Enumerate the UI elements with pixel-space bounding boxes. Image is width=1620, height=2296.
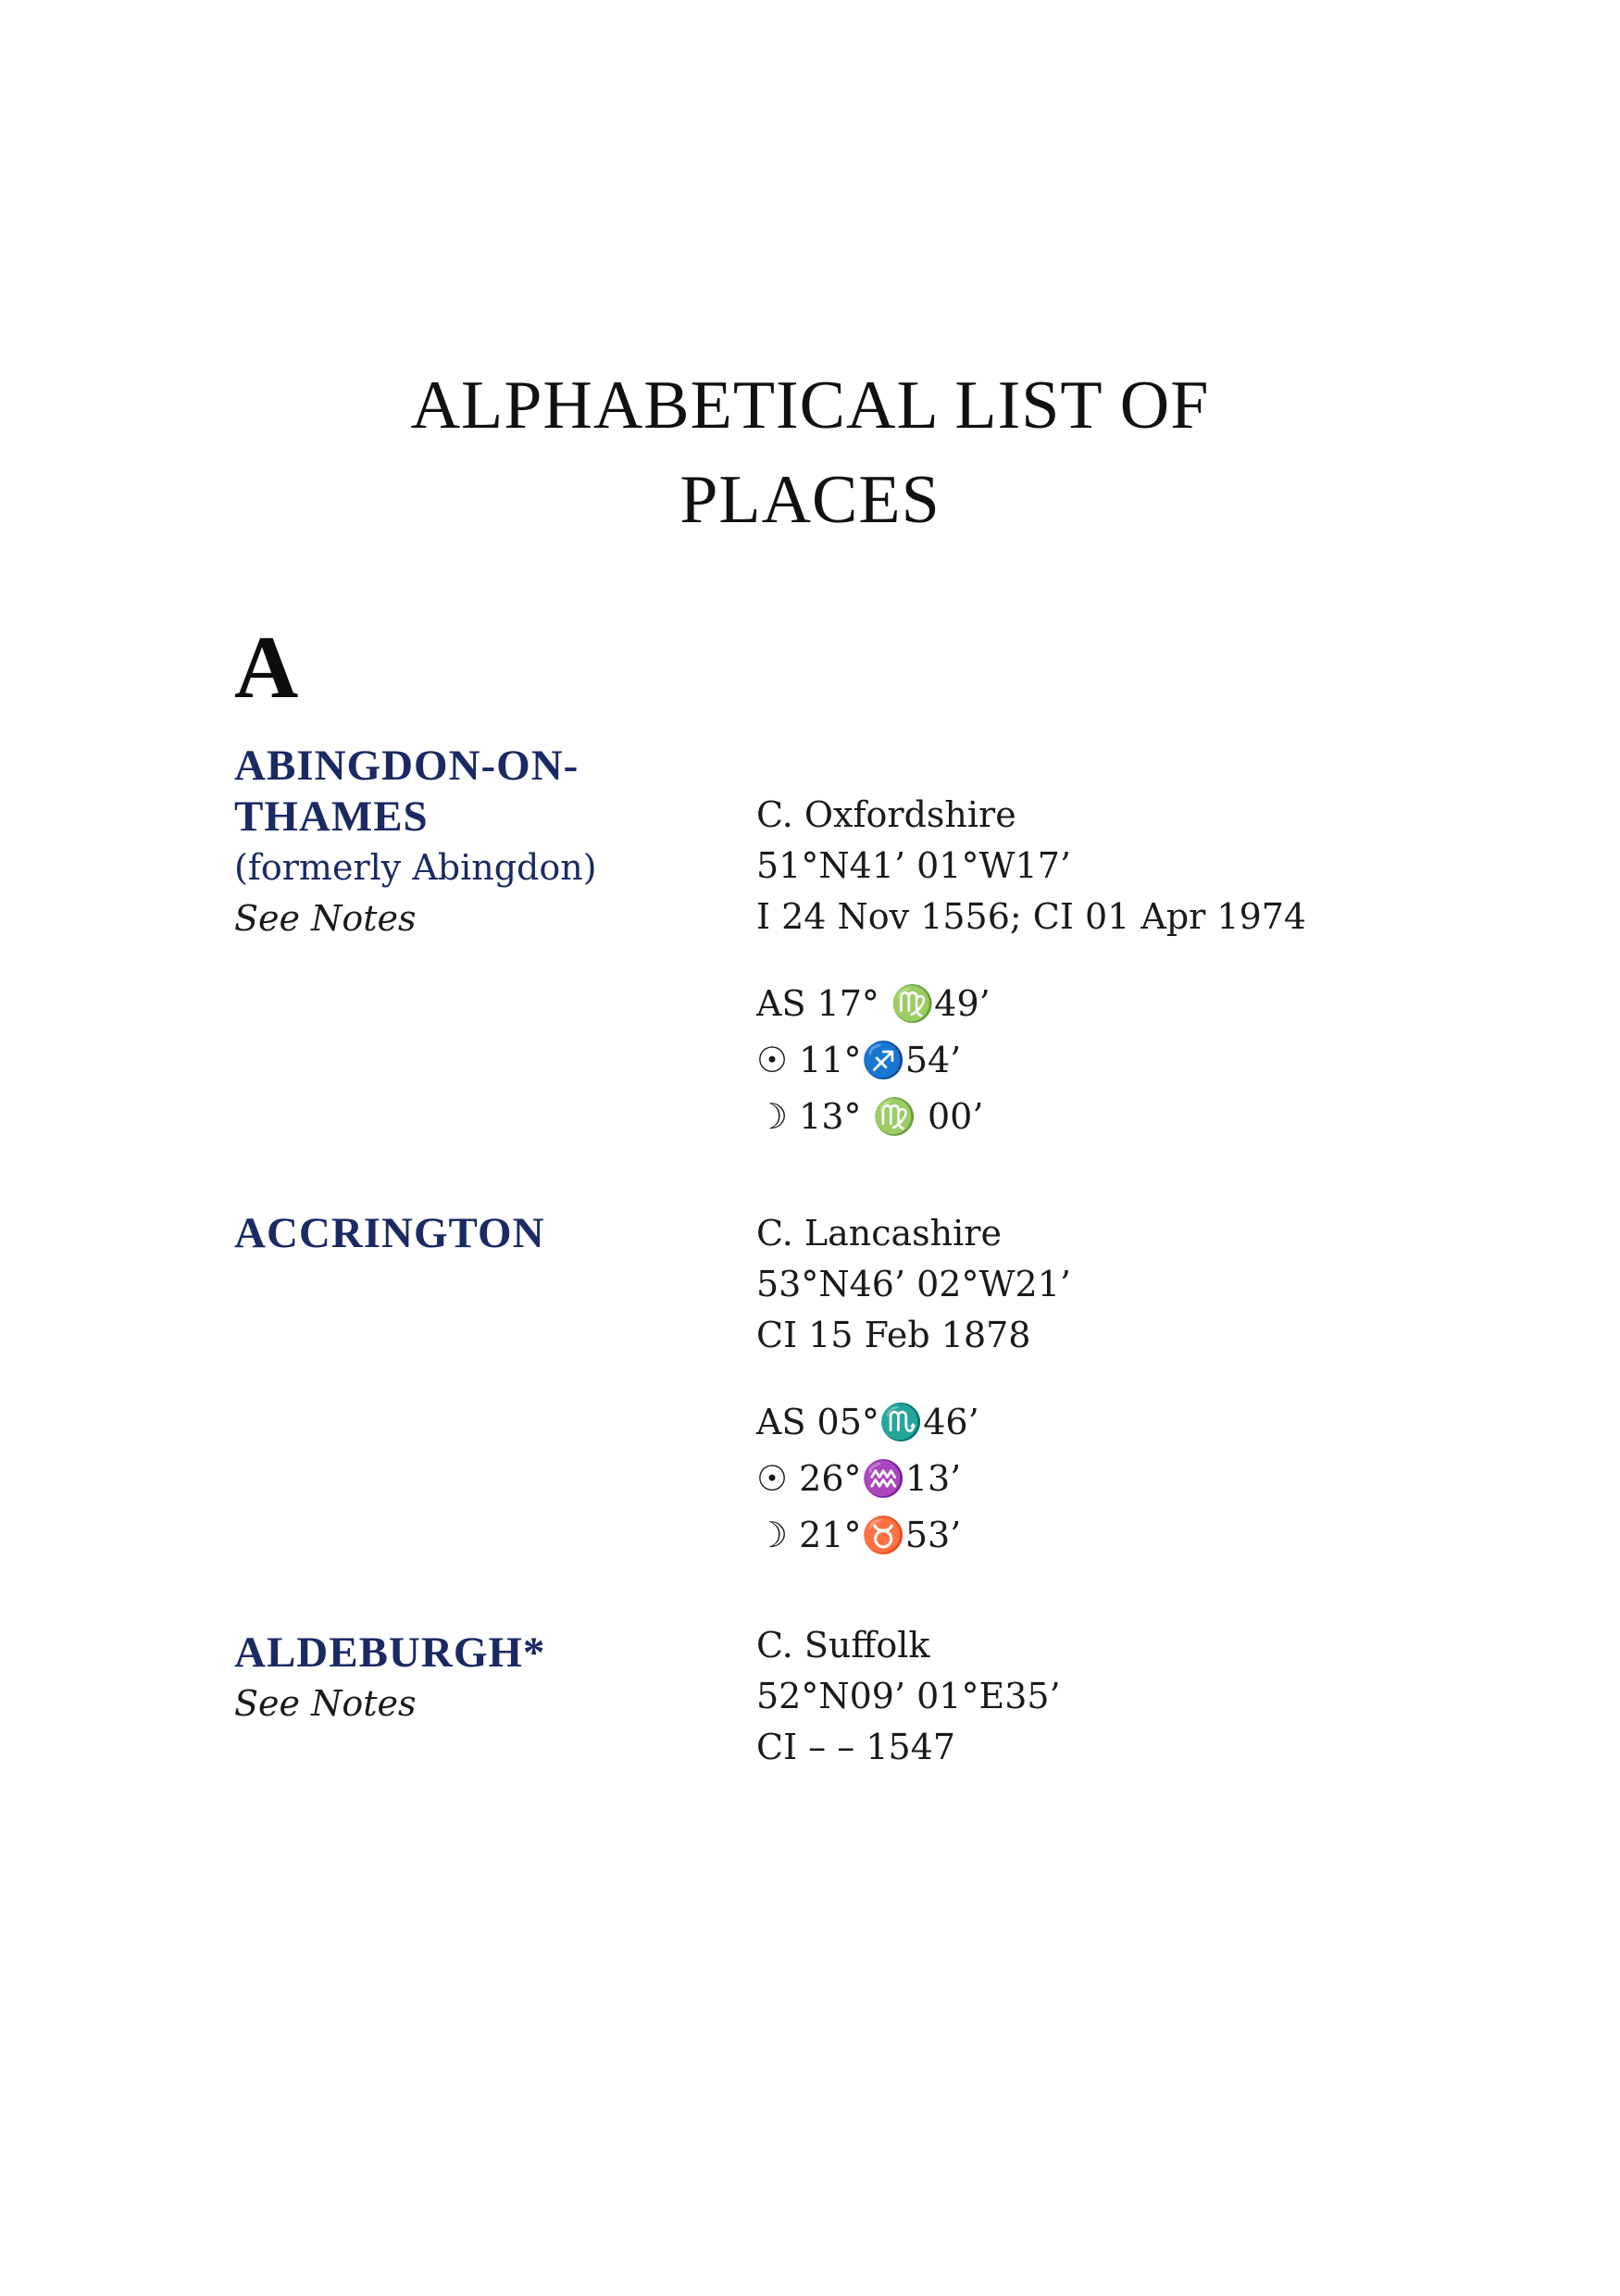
coordinates: 51°N41’ 01°W17’ bbox=[756, 845, 1071, 886]
moon-position: ☽ 21°♉53’ bbox=[756, 1515, 962, 1555]
coordinates: 53°N46’ 02°W21’ bbox=[756, 1264, 1071, 1304]
entry-accrington-name-block bbox=[234, 1208, 716, 1259]
entry-abingdon-name-block bbox=[234, 741, 716, 944]
see-notes-link[interactable]: See Notes bbox=[234, 898, 417, 939]
entry-abingdon-details bbox=[756, 790, 1497, 1145]
astro-data bbox=[756, 976, 1497, 1145]
incorporation-date: CI – – 1547 bbox=[756, 1727, 956, 1767]
coordinates: 52°N09’ 01°E35’ bbox=[756, 1676, 1061, 1716]
place-name-line-1: ABINGDON-ON- bbox=[234, 742, 579, 790]
entry-accrington-details bbox=[756, 1208, 1497, 1564]
place-name-line-2: THAMES bbox=[234, 792, 429, 841]
page-title-line-1: ALPHABETICAL LIST OF bbox=[410, 368, 1210, 443]
sun-position: ☉ 26°♒13’ bbox=[756, 1458, 962, 1499]
incorporation-date: I 24 Nov 1556; CI 01 Apr 1974 bbox=[756, 896, 1307, 937]
moon-position: ☽ 13° ♍ 00’ bbox=[756, 1096, 984, 1137]
see-notes-link[interactable]: See Notes bbox=[234, 1683, 417, 1724]
place-name: ALDEBURGH* bbox=[234, 1628, 546, 1677]
entry-aldeburgh-details bbox=[756, 1620, 1497, 1773]
county: C. Lancashire bbox=[756, 1213, 1002, 1254]
entry-aldeburgh-name-block bbox=[234, 1628, 716, 1729]
astro-data bbox=[756, 1394, 1497, 1564]
section-letter: A bbox=[234, 618, 299, 717]
former-name: (formerly Abingdon) bbox=[234, 847, 597, 888]
sun-position: ☉ 11°♐54’ bbox=[756, 1040, 962, 1080]
incorporation-date: CI 15 Feb 1878 bbox=[756, 1315, 1031, 1355]
ascendant: AS 17° ♍49’ bbox=[756, 983, 991, 1024]
county: C. Suffolk bbox=[756, 1625, 930, 1666]
ascendant: AS 05°♏46’ bbox=[756, 1402, 979, 1442]
page-title-line-2: PLACES bbox=[679, 462, 941, 538]
county: C. Oxfordshire bbox=[756, 794, 1016, 835]
place-name: ACCRINGTON bbox=[234, 1209, 545, 1257]
